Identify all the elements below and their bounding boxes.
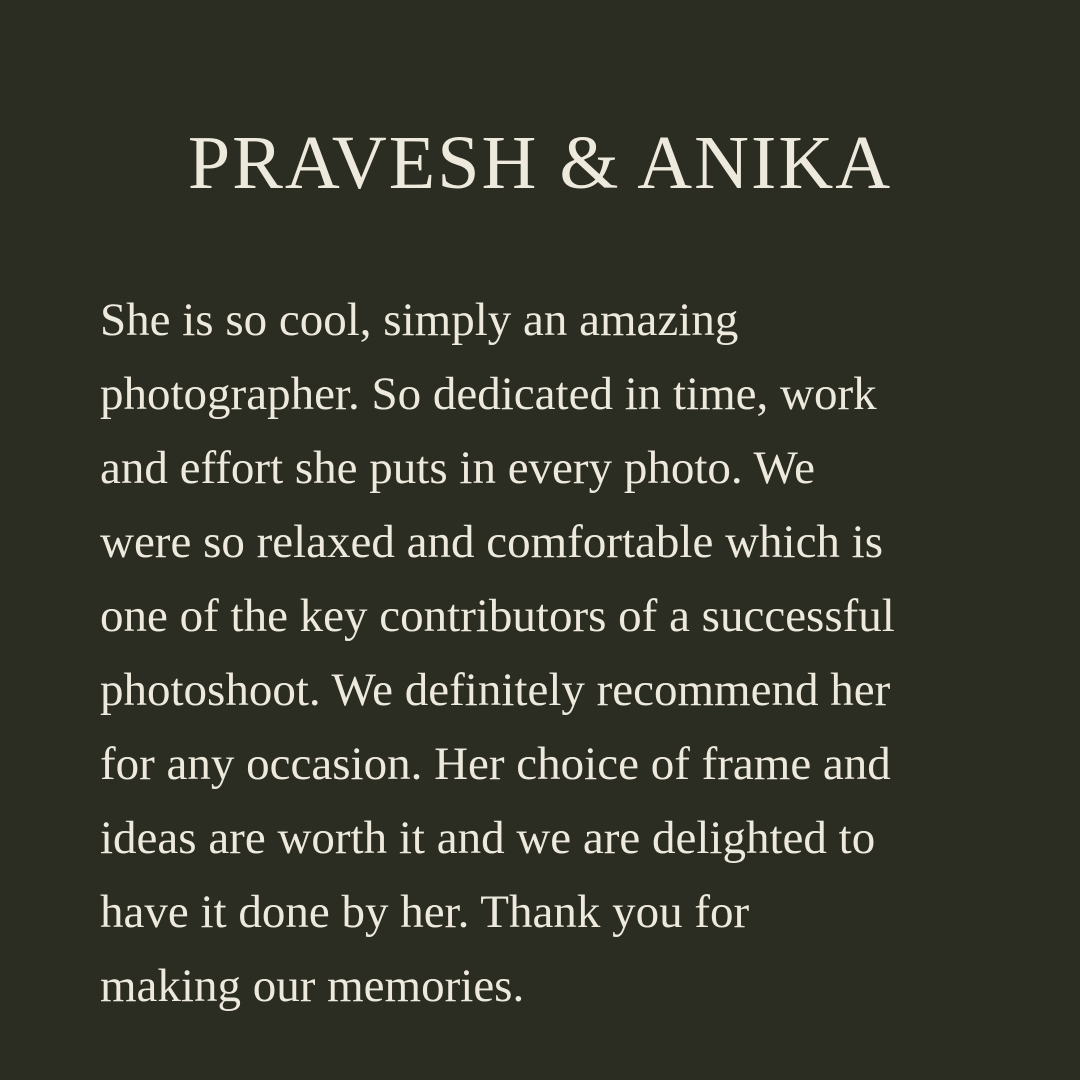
testimonial-line: She is so cool, simply an amazing (100, 294, 739, 346)
testimonial-line: have it done by her. Thank you for (100, 886, 750, 938)
testimonial-line: one of the key contributors of a successful (100, 590, 895, 642)
testimonial-line: making our memories. (100, 960, 525, 1012)
testimonial-line: photographer. So dedicated in time, work (100, 368, 877, 420)
testimonial-line: were so relaxed and comfortable which is (100, 516, 884, 568)
client-names-title: PRAVESH & ANIKA (187, 121, 893, 205)
testimonial-line: photoshoot. We definitely recommend her (100, 664, 891, 716)
testimonial-line: for any occasion. Her choice of frame and (100, 738, 891, 790)
testimonial-line: and effort she puts in every photo. We (100, 442, 815, 494)
testimonial-line: ideas are worth it and we are delighted to (100, 812, 876, 864)
